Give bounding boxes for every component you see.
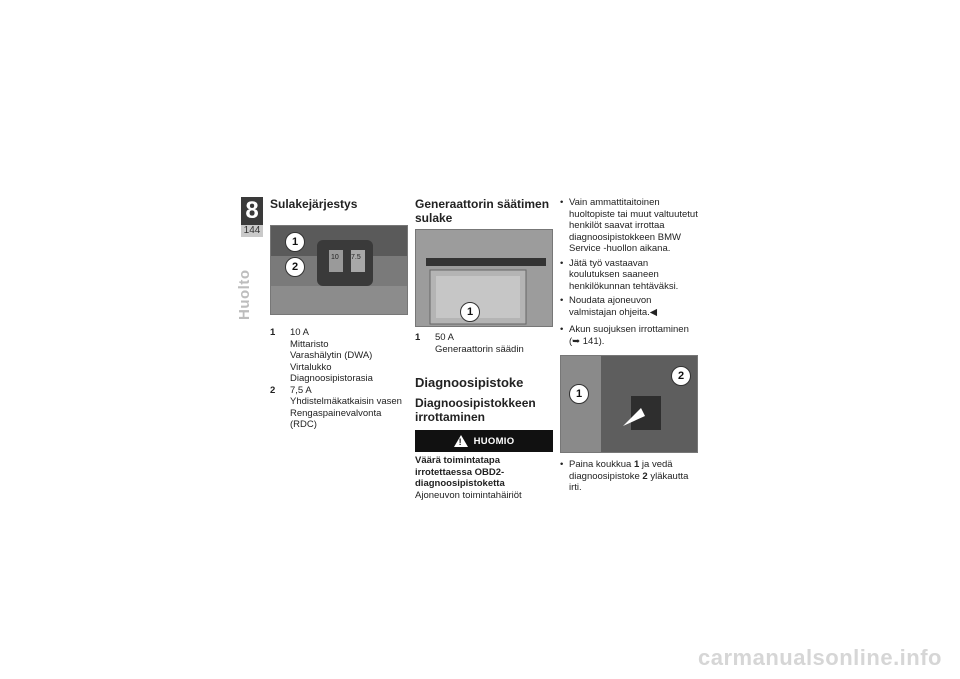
diagnosis-photo	[560, 355, 698, 453]
chapter-number: 8	[241, 197, 263, 225]
list-item: • Noudata ajoneuvon valmistajan ohjeita.◀	[560, 295, 658, 318]
regulator-photo-graphic	[416, 230, 552, 326]
fuse-label-10: 10	[331, 254, 339, 261]
legend-item-1: 1 10 A Mittaristo Varashälytin (DWA) Virtalukko Diagnoosipistorasia	[270, 327, 373, 384]
legend-item-2: 2 7,5 A Yhdistelmäkatkaisin vasen Rengaspainevalvonta (RDC)	[270, 384, 402, 430]
fuse-legend	[270, 327, 408, 431]
notice-label: HUOMIO	[473, 435, 515, 447]
regulator-photo	[415, 229, 553, 327]
page-number: 144	[241, 225, 263, 237]
list-item: • Jätä työ vastaavan koulutuksen saaneen henkilökunnan tehtäväksi.	[560, 257, 679, 292]
callout-1: 1	[569, 384, 589, 404]
warning-title: Väärä toimintatapa irrotettaessa OBD2-diagnoosipistoketta	[415, 455, 505, 489]
column-2	[415, 197, 553, 501]
column-1	[270, 197, 408, 431]
section-title: Diagnoosipistoke	[415, 375, 524, 390]
fuse-layout-heading: Sulakejärjestys	[270, 197, 358, 211]
regulator-legend	[415, 332, 553, 355]
callout-2: 2	[671, 366, 691, 386]
warning-text: Ajoneuvon toimintahäiriöt	[415, 489, 522, 501]
sub-heading: Diagnoosipistokkeen irrottaminen	[415, 396, 536, 424]
legend-item-1: 1 50 A Generaattorin säädin	[415, 332, 524, 355]
callout-2: 2	[285, 257, 305, 277]
column-3	[560, 197, 700, 497]
callout-1: 1	[285, 232, 305, 252]
regulator-fuse-heading: Generaattorin säätimen sulake	[415, 197, 550, 225]
list-item: • Paina koukkua 1 ja vedä diagnoosipistoke 2 yläkautta irti.	[560, 459, 689, 493]
list-item: • Akun suojuksen irrottaminen (➥ 141).	[560, 324, 689, 347]
warning-icon: !	[454, 435, 468, 447]
list-item: • Vain ammattitaitoinen huoltopiste tai muut valtuutetut henkilöt saavat irrottaa diagnoosipistokkeen BMW Service -huollon aikana.	[560, 197, 698, 254]
callout-1: 1	[460, 302, 480, 322]
fuse-photo	[270, 225, 408, 315]
section-label: Huolto	[236, 269, 253, 320]
watermark: carmanualsonline.info	[698, 645, 942, 670]
fuse-label-7-5: 7.5	[351, 254, 361, 261]
notice-bar	[415, 430, 553, 452]
